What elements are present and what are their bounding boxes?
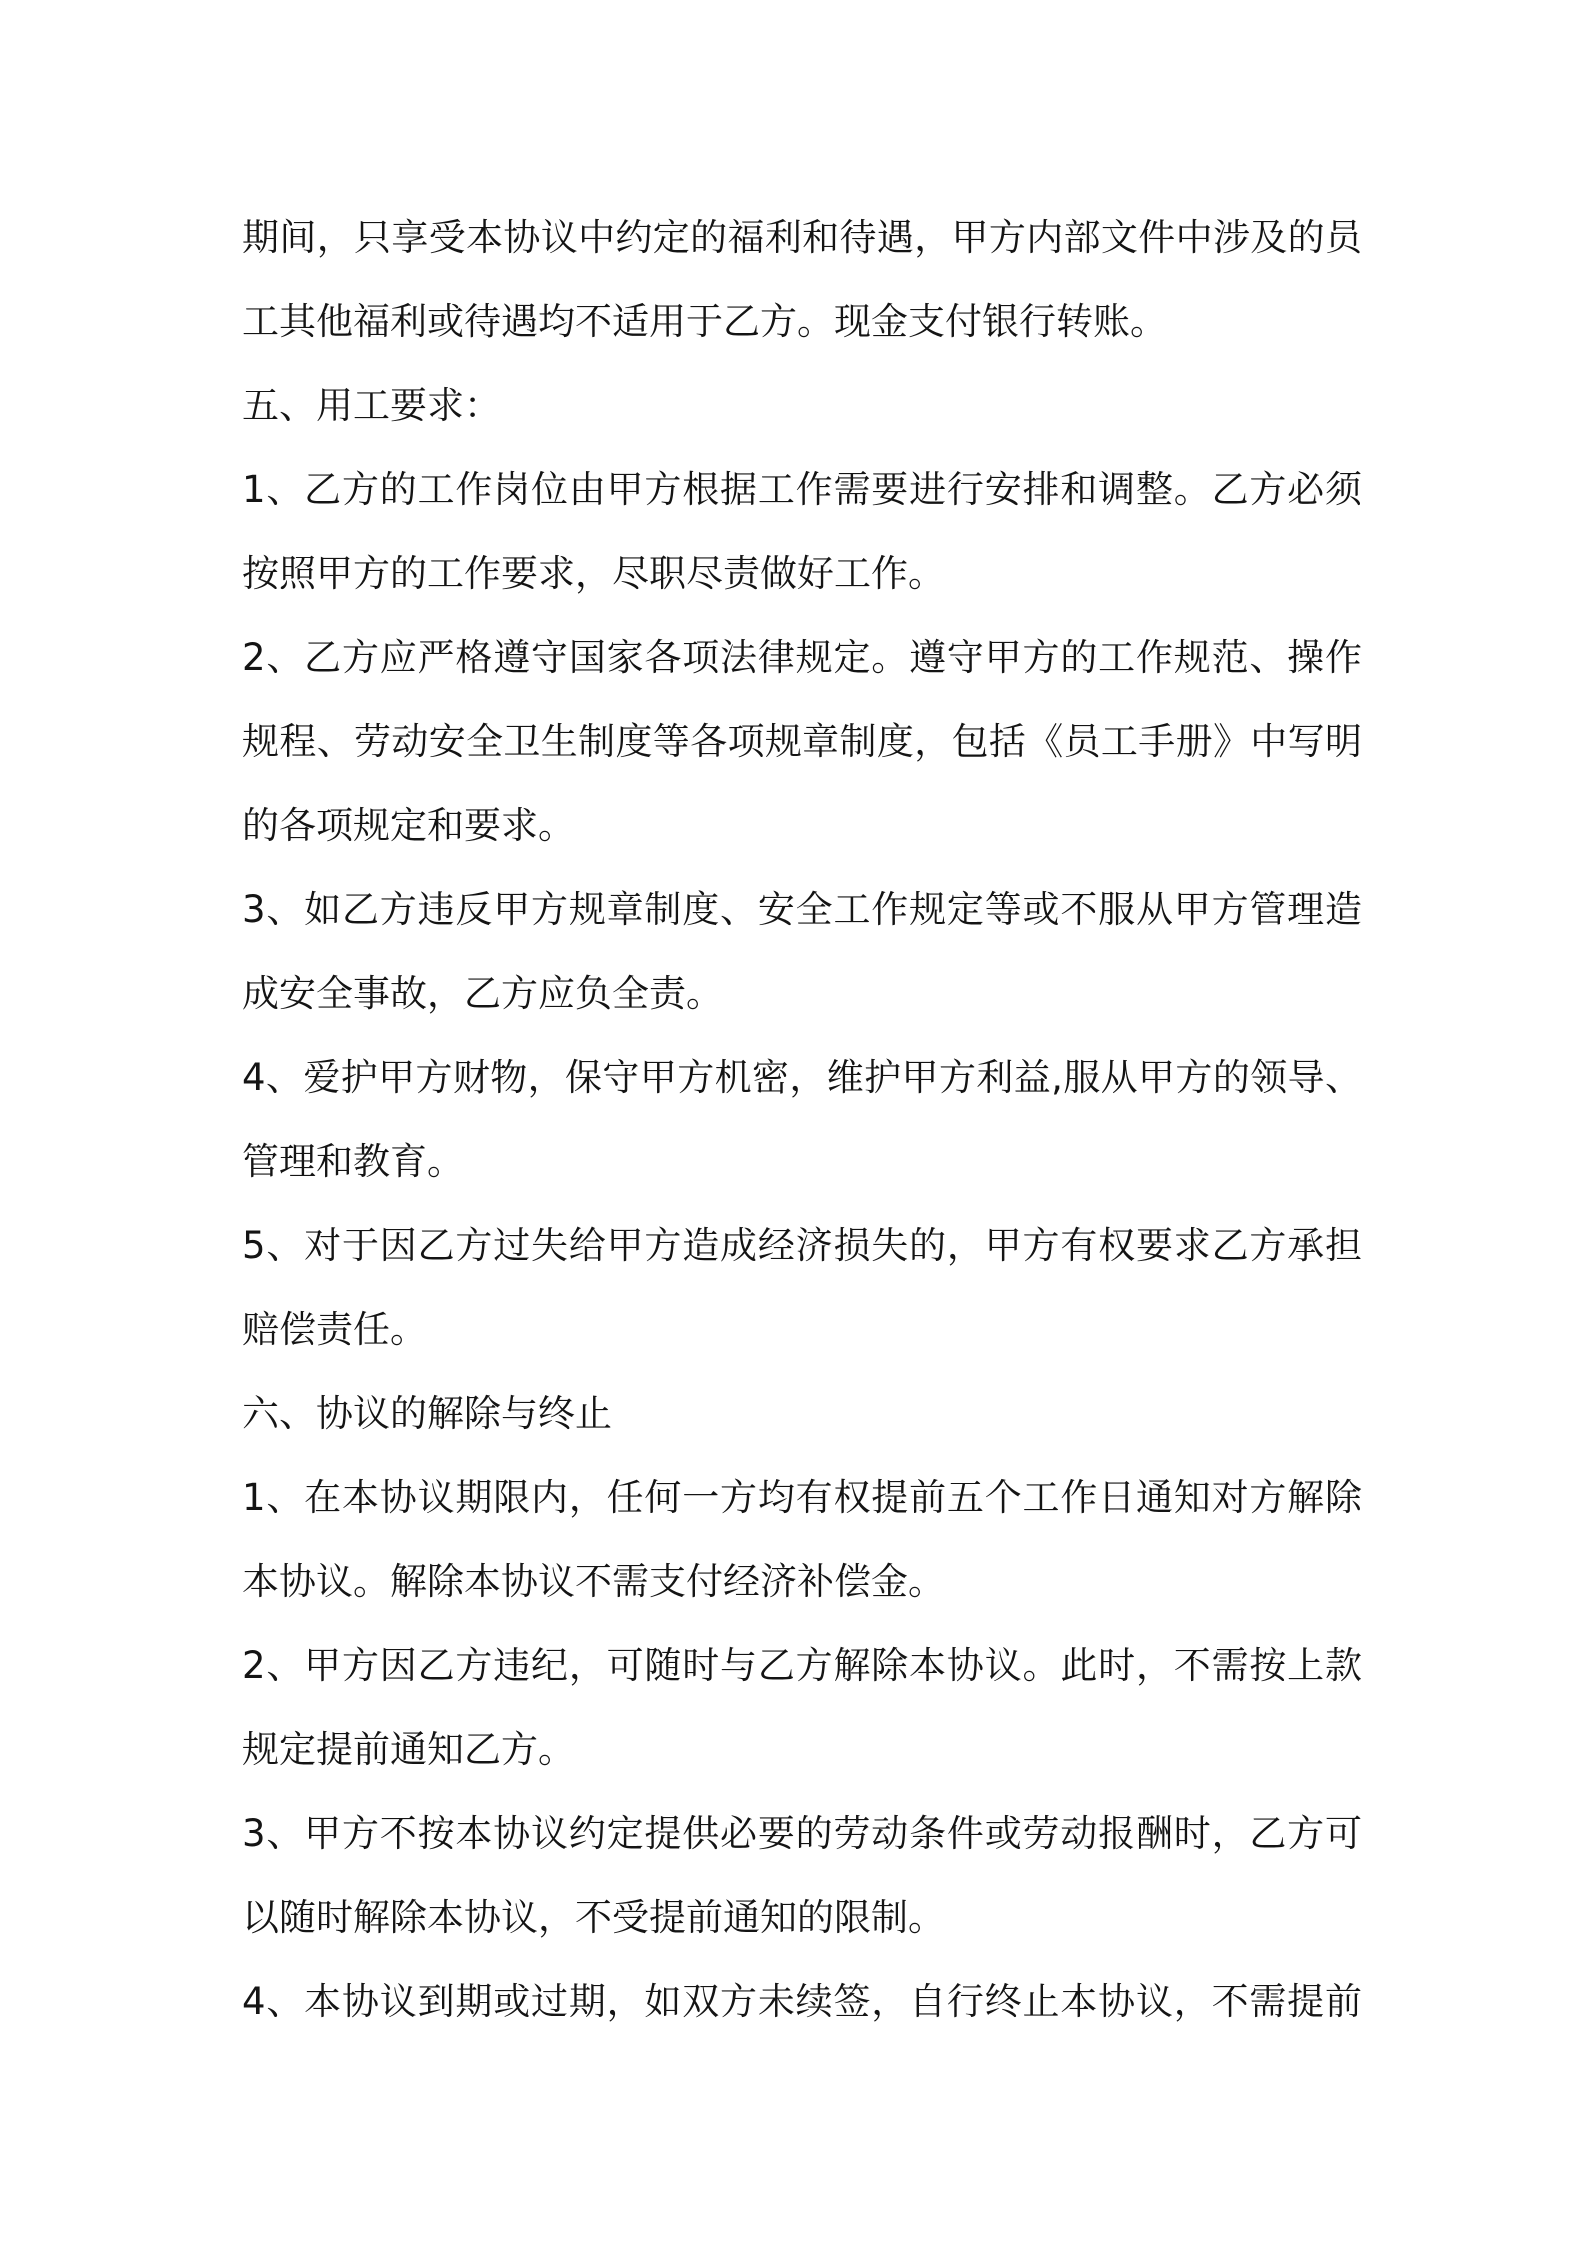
- clause-line: 5、对于因乙方过失给甲方造成经济损失的，甲方有权要求乙方承担: [242, 1224, 1362, 1267]
- clause-line: 2、甲方因乙方违纪，可随时与乙方解除本协议。此时，不需按上款: [242, 1644, 1362, 1687]
- clause-line: 规程、劳动安全卫生制度等各项规章制度，包括《员工手册》中写明: [242, 720, 1362, 763]
- section-heading-6: 六、协议的解除与终止: [242, 1392, 612, 1435]
- clause-line: 赔偿责任。: [242, 1308, 427, 1351]
- clause-line: 本协议。解除本协议不需支付经济补偿金。: [242, 1560, 945, 1603]
- clause-line: 按照甲方的工作要求，尽职尽责做好工作。: [242, 552, 945, 595]
- clause-line: 1、乙方的工作岗位由甲方根据工作需要进行安排和调整。乙方必须: [242, 468, 1362, 511]
- document-body: [242, 196, 1362, 2044]
- section-heading-5: 五、用工要求：: [242, 384, 501, 427]
- clause-line: 4、爱护甲方财物，保守甲方机密，维护甲方利益,服从甲方的领导、: [242, 1056, 1362, 1099]
- clause-line: 以随时解除本协议，不受提前通知的限制。: [242, 1896, 945, 1939]
- clause-line: 3、如乙方违反甲方规章制度、安全工作规定等或不服从甲方管理造: [242, 888, 1362, 931]
- clause-line: 1、在本协议期限内，任何一方均有权提前五个工作日通知对方解除: [242, 1476, 1362, 1519]
- clause-line: 4、本协议到期或过期，如双方未续签，自行终止本协议，不需提前: [242, 1980, 1362, 2023]
- clause-line: 3、甲方不按本协议约定提供必要的劳动条件或劳动报酬时，乙方可: [242, 1812, 1362, 1855]
- clause-line: 规定提前通知乙方。: [242, 1728, 575, 1771]
- clause-line: 2、乙方应严格遵守国家各项法律规定。遵守甲方的工作规范、操作: [242, 636, 1362, 679]
- paragraph-line: 工其他福利或待遇均不适用于乙方。现金支付银行转账。: [242, 300, 1167, 343]
- clause-line: 的各项规定和要求。: [242, 804, 575, 847]
- clause-line: 成安全事故，乙方应负全责。: [242, 972, 723, 1015]
- paragraph-line: 期间，只享受本协议中约定的福利和待遇，甲方内部文件中涉及的员: [242, 216, 1362, 259]
- clause-line: 管理和教育。: [242, 1140, 464, 1183]
